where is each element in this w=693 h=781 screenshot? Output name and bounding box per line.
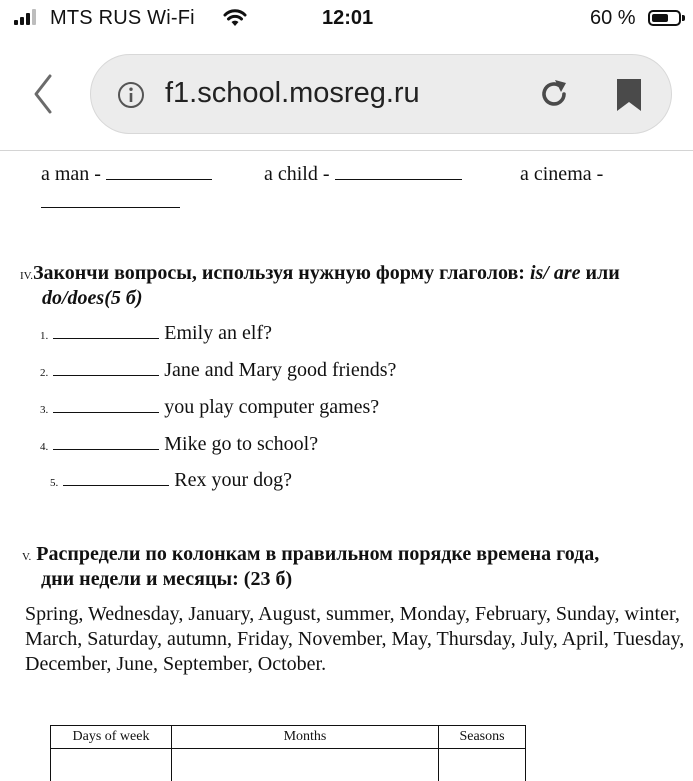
section-5-heading: V. Распредели по колонкам в правильном порядке времена года,: [22, 543, 599, 566]
list-item: 3. you play computer games?: [40, 396, 379, 419]
word-list: Spring, Wednesday, January, August, summer, Monday, February, Sunday, winter, March, Saturday, autumn, Friday, November, May, Thursday, July, April, Tuesday, December, June, September, October.: [25, 602, 685, 677]
answer-blank: [53, 359, 159, 376]
list-item: 2. Jane and Mary good friends?: [40, 359, 396, 382]
list-item: 4. Mike go to school?: [40, 433, 318, 456]
answer-blank: [106, 163, 212, 180]
section-4-heading: IV.Закончи вопросы, используя нужную форму глаголов: is/ are или: [20, 262, 620, 285]
table-header: Days of week: [51, 726, 172, 749]
table-cell: [172, 749, 439, 781]
battery-icon: [648, 10, 681, 26]
answer-blank: [63, 469, 169, 486]
status-time: 12:01: [322, 7, 373, 30]
table-cell: [51, 749, 172, 781]
noun-child: a child -: [264, 163, 462, 186]
noun-man: a man -: [41, 163, 212, 186]
carrier-name: MTS RUS Wi-Fi: [50, 7, 195, 30]
answer-blank: [53, 322, 159, 339]
section-5-heading-line2: дни недели и месяцы: (23 б): [41, 568, 292, 591]
answer-blank: [335, 163, 462, 180]
reload-icon[interactable]: [537, 77, 571, 111]
noun-cinema-blank: [41, 191, 180, 214]
address-bar[interactable]: [90, 54, 672, 134]
list-item: 1. Emily an elf?: [40, 322, 272, 345]
url-text[interactable]: f1.school.mosreg.ru: [165, 77, 420, 110]
battery-percent: 60 %: [590, 7, 636, 30]
table-header: Seasons: [439, 726, 526, 749]
back-icon[interactable]: [28, 72, 62, 116]
answer-blank: [41, 191, 180, 208]
table-cell: [439, 749, 526, 781]
info-icon[interactable]: [117, 81, 145, 109]
table-header: Months: [172, 726, 439, 749]
list-item: 5. Rex your dog?: [50, 469, 292, 492]
worksheet-page: [0, 151, 693, 748]
section-4-heading-line2: do/does(5 б): [42, 287, 143, 310]
status-bar: [0, 0, 693, 40]
bookmark-icon[interactable]: [614, 78, 644, 112]
noun-cinema: a cinema -: [520, 163, 603, 186]
answer-blank: [53, 433, 159, 450]
signal-icon: [14, 9, 40, 25]
sorting-table: [50, 725, 526, 781]
wifi-icon: [222, 8, 248, 28]
answer-blank: [53, 396, 159, 413]
